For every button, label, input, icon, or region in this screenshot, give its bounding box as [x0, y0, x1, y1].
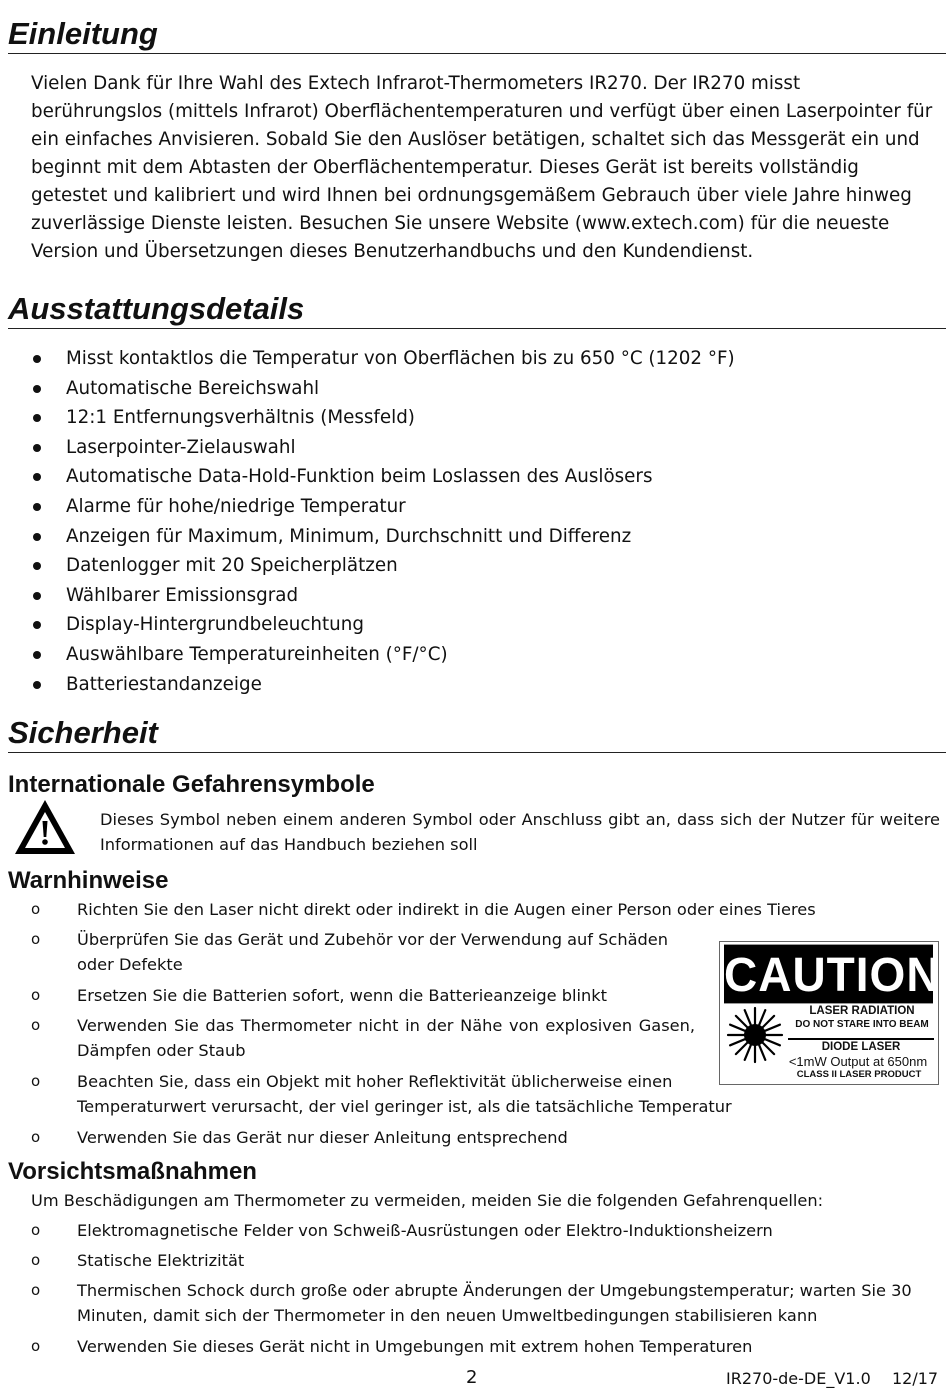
section-heading-intro: Einleitung	[8, 16, 946, 54]
precaution-text: Elektromagnetische Felder von Schweiß-Ausrüstungen oder Elektro-Induktionsheizern	[77, 1221, 773, 1240]
page-number: 2	[466, 1367, 478, 1388]
list-marker: o	[31, 930, 41, 948]
list-marker: o	[31, 1251, 41, 1269]
list-item	[0, 1013, 695, 1069]
caution-title: CAUTION	[724, 945, 933, 1004]
warning-triangle-icon	[12, 797, 78, 857]
list-item: Automatische Data-Hold-Funktion beim Loslassen des Auslösers	[0, 462, 950, 492]
warning-text: Richten Sie den Laser nicht direkt oder indirekt in die Augen einer Person oder eines Tieres	[77, 900, 816, 919]
features-list	[0, 344, 950, 699]
precaution-text: Thermischen Schock durch große oder abrupte Änderungen der Umgebungstemperatur; warten Sie 30 Minuten, damit sich der Thermometer in den neuen Umweltbedingungen stabilisieren kann	[77, 1281, 912, 1325]
caution-divider	[788, 1038, 934, 1040]
precautions-intro: Um Beschädigungen am Thermometer zu vermeiden, meiden Sie die folgenden Gefahrenquellen:	[31, 1191, 824, 1210]
list-item: Misst kontaktlos die Temperatur von Oberflächen bis zu 650 °C (1202 °F)	[0, 344, 950, 374]
laser-caution-label	[719, 941, 939, 1085]
list-item	[0, 897, 867, 927]
warning-text: Überprüfen Sie das Gerät und Zubehör vor der Verwendung auf Schäden oder Defekte	[77, 930, 668, 974]
list-item: Wählbarer Emissionsgrad	[0, 581, 950, 611]
document-reference: IR270-de-DE_V1.0 12/17	[726, 1369, 939, 1388]
subheading-warnings: Warnhinweise	[8, 867, 169, 894]
list-item	[0, 983, 695, 1013]
list-item: Laserpointer-Zielauswahl	[0, 433, 950, 463]
list-item: Anzeigen für Maximum, Minimum, Durchschnitt und Differenz	[0, 522, 950, 552]
caution-line-class: CLASS II LASER PRODUCT	[796, 1069, 922, 1080]
list-item: Datenlogger mit 20 Speicherplätzen	[0, 551, 950, 581]
list-marker: o	[31, 1016, 41, 1034]
list-marker: o	[31, 1281, 41, 1299]
list-marker: o	[31, 900, 41, 918]
list-item	[0, 927, 695, 983]
section-heading-safety: Sicherheit	[8, 715, 946, 753]
list-item: Automatische Bereichswahl	[0, 374, 950, 404]
warning-text: Verwenden Sie das Gerät nur dieser Anleitung entsprechend	[77, 1128, 568, 1147]
list-item	[0, 1125, 867, 1155]
subheading-precautions: Vorsichtsmaßnahmen	[8, 1158, 257, 1185]
caution-line-output: <1mW Output at 650nm	[788, 1054, 928, 1069]
list-item	[0, 1248, 867, 1278]
list-item: Display-Hintergrundbeleuchtung	[0, 610, 950, 640]
warning-text: Verwenden Sie das Thermometer nicht in der Nähe von explosiven Gasen, Dämpfen oder Staub	[77, 1016, 695, 1060]
list-item	[0, 1334, 943, 1364]
list-item: Auswählbare Temperatureinheiten (°F/°C)	[0, 640, 950, 670]
list-marker: o	[31, 986, 41, 1004]
caution-line-diode-laser: DIODE LASER	[821, 1041, 901, 1053]
section-heading-features: Ausstattungsdetails	[8, 291, 946, 329]
list-item	[0, 1069, 777, 1125]
list-item: 12:1 Entfernungsverhältnis (Messfeld)	[0, 403, 950, 433]
warning-text: Ersetzen Sie die Batterien sofort, wenn die Batterieanzeige blinkt	[77, 986, 607, 1005]
list-marker: o	[31, 1337, 41, 1355]
list-item	[0, 1218, 867, 1248]
precaution-text: Verwenden Sie dieses Gerät nicht in Umgebungen mit extrem hohen Temperaturen	[77, 1337, 753, 1356]
precaution-text: Statische Elektrizität	[77, 1251, 245, 1270]
caution-line-laser-radiation: LASER RADIATION	[809, 1005, 915, 1017]
intro-paragraph: Vielen Dank für Ihre Wahl des Extech Infrarot-Thermometers IR270. Der IR270 misst berührungslos (mittels Infrarot) Oberflächentemperaturen und verfügt über einen Laserpointer für ein einfaches Anvisieren. Sobald Sie den Auslöser betätigen, schaltet sich das Messgerät ein und beginnt mit dem Abtasten der Oberflächentemperatur. Dieses Gerät ist bereits vollständig getestet und kalibriert und wird Ihnen bei ordnungsgemäßem Gebrauch über viele Jahre hinweg zuverlässige Dienste leisten. Besuchen Sie unsere Website (www.extech.com) für die neueste Version und Übersetzungen dieses Benutzerhandbuchs und den Kundendienst.	[31, 73, 933, 262]
list-marker: o	[31, 1072, 41, 1090]
subheading-hazard-symbols: Internationale Gefahrensymbole	[8, 771, 375, 798]
caution-line-do-not-stare: DO NOT STARE INTO BEAM	[795, 1019, 929, 1030]
precautions-list	[0, 1218, 943, 1364]
list-item: Alarme für hohe/niedrige Temperatur	[0, 492, 950, 522]
list-marker: o	[31, 1128, 41, 1146]
list-item: Batteriestandanzeige	[0, 670, 950, 700]
hazard-symbol-description: Dieses Symbol neben einem anderen Symbol oder Anschluss gibt an, dass sich der Nutzer für weitere Informationen auf das Handbuch beziehen soll	[100, 810, 940, 854]
list-marker: o	[31, 1221, 41, 1239]
list-item	[0, 1278, 943, 1334]
warning-text: Beachten Sie, dass ein Objekt mit hoher Reflektivität üblicherweise einen Temperaturwert verursacht, der viel geringer ist, als die tatsächliche Temperatur	[77, 1072, 732, 1116]
